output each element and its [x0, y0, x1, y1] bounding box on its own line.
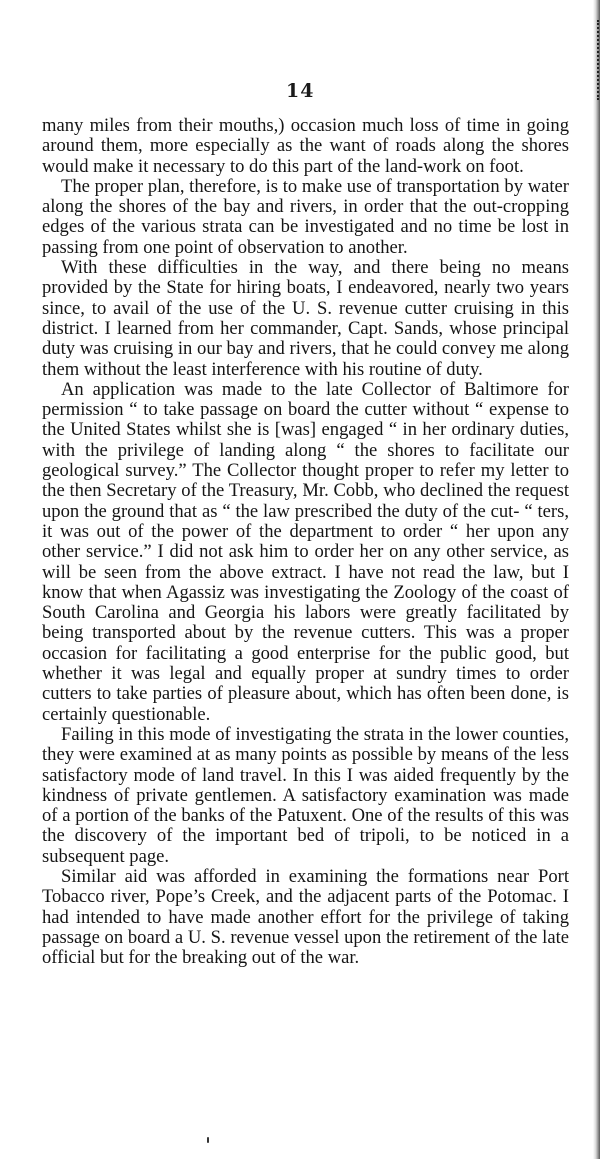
paragraph-land-travel: Failing in this mode of investigating the strata in the lower counties, they were examined at as many points as possible by means of the less satisfactory mode of land travel. In this I was aided frequently by the kindness of private gentlemen. A satisfactory examination was made of a portion of the banks of the Patuxent. One of the results of this was the discovery of the important bed of tripoli, to be noticed in a subsequent page.	[42, 723, 569, 867]
ink-speck	[207, 1137, 209, 1143]
body-text	[42, 116, 569, 968]
page-edge-shadow	[593, 0, 600, 1159]
paragraph-revenue-cutter: With these difficulties in the way, and there being no means provided by the State for hiring boats, I endeavored, nearly two years since, to avail of the use of the U. S. revenue cutter cruising in this district. I learned from her commander, Capt. Sands, whose principal duty was cruising in our bay and rivers, that he could convey me along them without the least interference with his routine of duty.	[42, 257, 569, 380]
paragraph-application: An application was made to the late Collector of Baltimore for permission “ to take passage on board the cutter without “ expense to the United States whilst she is [was] engaged “ in her ordinary duties, with the privilege of landing along “ the shores to facilitate our geological survey.” The Collector thought proper to refer my letter to the then Secretary of the Treasury, Mr. Cobb, who declined the request upon the ground that as “ the law prescribed the duty of the cut- “ ters, it was out of the power of the department to order “ her upon any other service.” I did not ask him to order her on any other service, as will be seen from the above extract. I have not read the law, but I know that when Agassiz was investigating the Zoology of the coast of South Carolina and Georgia his labors were greatly facilitated by being transported about by the revenue cutters. This was a proper occasion for facilitating a good enterprise for the public good, but whether it was legal and equally proper at sundry times to order cutters to take parties of pleasure about, which has often been done, is certainly questionable.	[42, 378, 569, 725]
paragraph-potomac: Similar aid was afforded in examining the formations near Port Tobacco river, Pope’s Creek, and the adjacent parts of the Potomac. I had intended to have made another effort for the privilege of taking passage on board a U. S. revenue vessel upon the retirement of the late official but for the breaking out of the war.	[42, 865, 569, 969]
page-number: 14	[286, 80, 315, 102]
paragraph-continuation: many miles from their mouths,) occasion much loss of time in going around them, more especially as the want of roads along the shores would make it necessary to do this part of the land-work on foot.	[42, 115, 569, 177]
paragraph-proper-plan: The proper plan, therefore, is to make use of transportation by water along the shores of the bay and rivers, in order that the out-cropping edges of the various strata can be investigated and no time be lost in passing from one point of observation to another.	[42, 175, 569, 258]
binding-marks	[593, 20, 599, 100]
